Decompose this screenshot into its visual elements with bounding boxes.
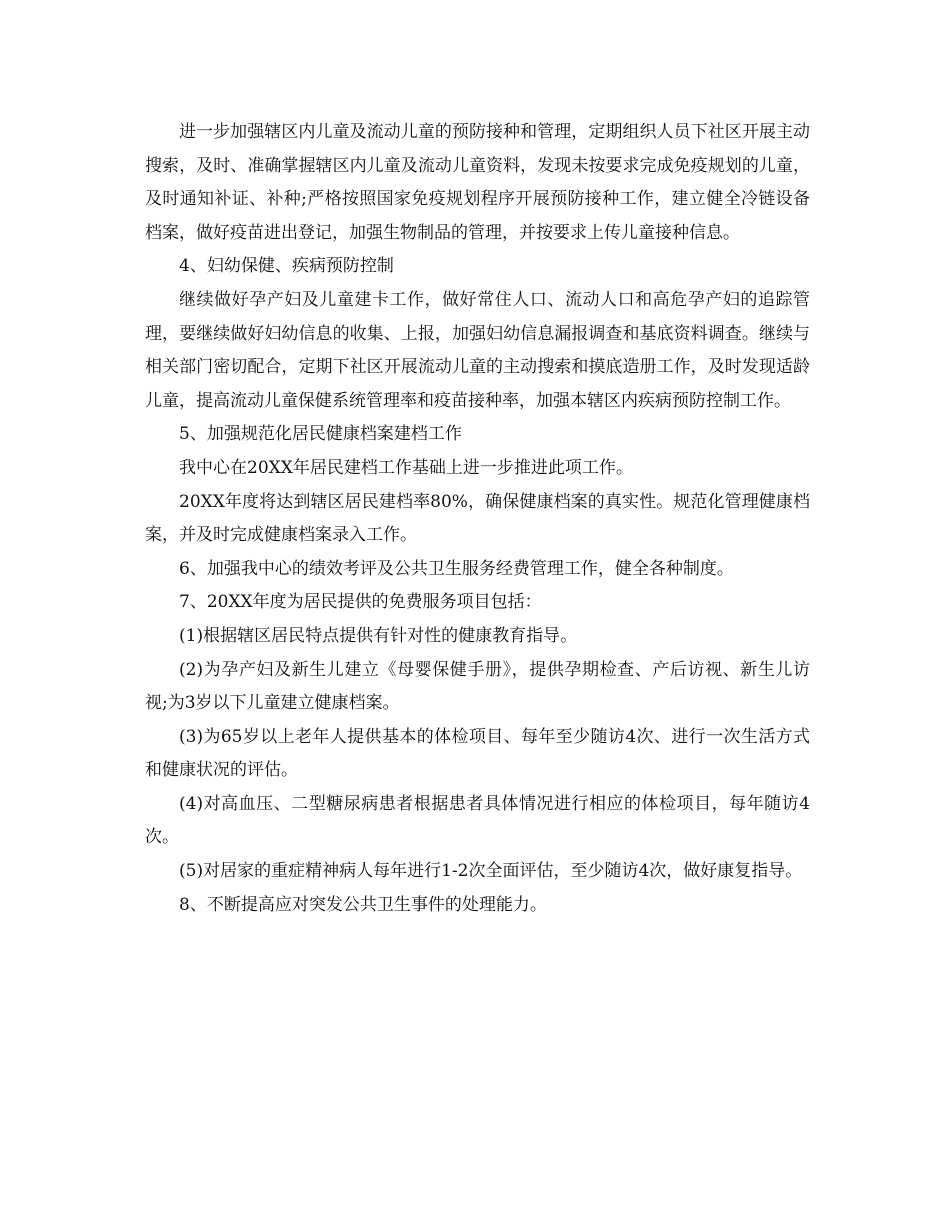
heading-free-services: 7、20XX年度为居民提供的免费服务项目包括： — [179, 592, 542, 613]
list-item-chronic-disease: (4)对高血压、二型糖尿病患者根据患者具体情况进行相应的体检项目，每年随访4次。 — [145, 793, 810, 848]
list-item-elderly: (3)为65岁以上老年人提供基本的体检项目、每年至少随访4次、进行一次生活方式和健康状况的评估。 — [145, 726, 810, 781]
heading-maternal-child-health: 4、妇幼保健、疾病预防控制 — [179, 256, 394, 277]
paragraph-health-records-plan: 我中心在20XX年居民建档工作基础上进一步推进此项工作。 — [179, 457, 633, 478]
heading-emergency-response: 8、不断提高应对突发公共卫生事件的处理能力。 — [179, 894, 547, 915]
list-item-health-education: (1)根据辖区居民特点提供有针对性的健康教育指导。 — [179, 625, 578, 646]
paragraph-immunization: 进一步加强辖区内儿童及流动儿童的预防接种和管理，定期组织人员下社区开展主动搜索，及时、准确掌握辖区内儿童及流动儿童资料，发现未按要求完成免疫规划的儿童，及时通知补证、补种;严格按照国家免疫规划程序开展预防接种工作，建立健全冷链设备档案，做好疫苗进出登记，加强生物制品的管理，并按要求上传儿童接种信息。 — [145, 122, 810, 243]
document-page — [145, 116, 810, 922]
list-item-mental-health: (5)对居家的重症精神病人每年进行1-2次全面评估，至少随访4次，做好康复指导。 — [179, 861, 803, 882]
paragraph-health-records-target: 20XX年度将达到辖区居民建档率80%，确保健康档案的真实性。规范化管理健康档案，并及时完成健康档案录入工作。 — [145, 491, 810, 546]
heading-performance-management: 6、加强我中心的绩效考评及公共卫生服务经费管理工作，健全各种制度。 — [179, 558, 734, 579]
paragraph-maternal-child-health: 继续做好孕产妇及儿童建卡工作，做好常住人口、流动人口和高危孕产妇的追踪管理，要继续做好妇幼信息的收集、上报，加强妇幼信息漏报调查和基底资料调查。继续与相关部门密切配合，定期下社区开展流动儿童的主动搜索和摸底造册工作，及时发现适龄儿童，提高流动儿童保健系统管理率和疫苗接种率，加强本辖区内疾病预防控制工作。 — [145, 289, 810, 411]
list-item-maternal-infant: (2)为孕产妇及新生儿建立《母婴保健手册》，提供孕期检查、产后访视、新生儿访视;为3岁以下儿童建立健康档案。 — [145, 659, 810, 714]
heading-health-records: 5、加强规范化居民健康档案建档工作 — [179, 424, 462, 445]
